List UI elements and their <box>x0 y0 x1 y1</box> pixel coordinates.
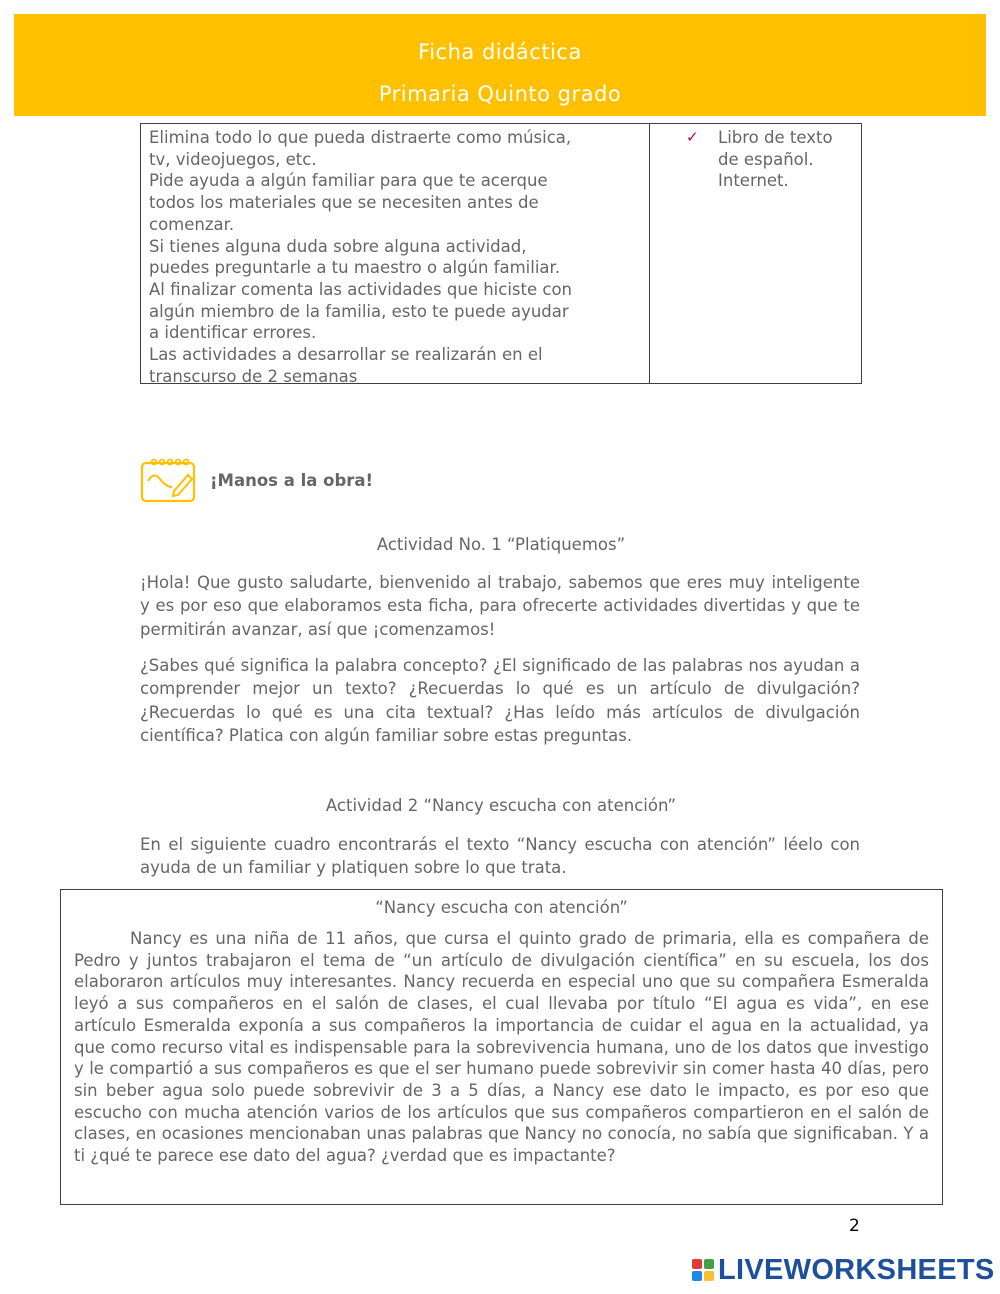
activity2-title: Actividad 2 “Nancy escucha con atención” <box>325 796 677 815</box>
section-heading <box>140 457 373 503</box>
page-header <box>14 14 986 116</box>
checkmark-icon: ✓ <box>686 128 699 146</box>
section-label: ¡Manos a la obra! <box>210 470 374 490</box>
liveworksheets-logo <box>692 1254 995 1286</box>
activity1-paragraph-2: ¿Sabes qué significa la palabra concepto? ¿El significado de las palabras nos ayudan a comprender mejor un texto? ¿Recuerdas lo qué es un artículo de divulgación? ¿Recuerdas lo qué es una cita textual? ¿Has leído más artículos de divulgación científica? Platica con algún familiar sobre estas preguntas. <box>140 656 860 745</box>
activity2-paragraph: En el siguiente cuadro encontrarás el texto “Nancy escucha con atención” léelo con ayuda de un familiar y platiquen sobre lo que trata. <box>140 835 860 878</box>
story-box <box>60 889 943 1205</box>
logo-mark-icon <box>692 1259 714 1281</box>
activity1-title: Actividad No. 1 “Platiquemos” <box>376 535 626 554</box>
activity1-paragraph-1: ¡Hola! Que gusto saludarte, bienvenido al trabajo, sabemos que eres muy inteligente y es por eso que elaboramos esta ficha, para ofrecerte actividades divertidas y que te permitirán avanzar, así que ¡comenzamos! <box>140 573 860 639</box>
notepad-pencil-icon <box>140 457 198 503</box>
story-title: “Nancy escucha con atención” <box>375 898 628 917</box>
recommendations-text: Elimina todo lo que pueda distraerte como música, tv, videojuegos, etc. Pide ayuda a algún familiar para que te acerque todos los materiales que se necesiten antes de comenzar. Si tienes alguna duda sobre alguna actividad, puedes preguntarle a tu maestro o algún familiar. Al finalizar comenta las actividades que hiciste con algún miembro de la familia, esto te puede ayudar a identificar errores. Las actividades a desarrollar se realizarán en el transcurso de 2 semanas <box>149 128 573 386</box>
recommendations-cell <box>141 124 650 386</box>
story-body: Nancy es una niña de 11 años, que cursa el quinto grado de primaria, ella es compañera de Pedro y juntos trabajaron el tema de “un artículo de divulgación científica” en su escuela, los dos elaboraron artículos muy interesantes. Nancy recuerda en especial uno que su compañera Esmeralda leyó a sus compañeros en el salón de clases, el cual llevaba por título “El agua es vida”, en ese artículo Esmeralda exponía a sus compañeros la importancia de cuidar el agua en la actualidad, ya que como recurso vital es indispensable para la sobrevivencia humana, uno de los datos que investigo y le compartió a sus compañeros es que el ser humano puede sobrevivir sin comer hasta 40 días, pero sin beber agua solo puede sobrevivir de 3 a 5 días, a Nancy ese dato le impacto, es por eso que escucho con mucha atención varios de los artículos que sus compañeros compartieron en el salón de clases, en ocasiones mencionaban unas palabras que Nancy no conocía, no sabía que significaban. Y a ti ¿qué te parece ese dato del agua? ¿verdad que es impactante? <box>74 929 929 1166</box>
recommendations-table <box>140 123 862 384</box>
header-subtitle: Primaria Quinto grado <box>378 82 622 106</box>
logo-text: LIVEWORKSHEETS <box>718 1253 995 1286</box>
materials-text: Libro de texto de español. Internet. <box>718 128 833 191</box>
page-number: 2 <box>849 1216 860 1236</box>
materials-cell <box>650 124 861 383</box>
header-title: Ficha didáctica <box>418 40 582 64</box>
